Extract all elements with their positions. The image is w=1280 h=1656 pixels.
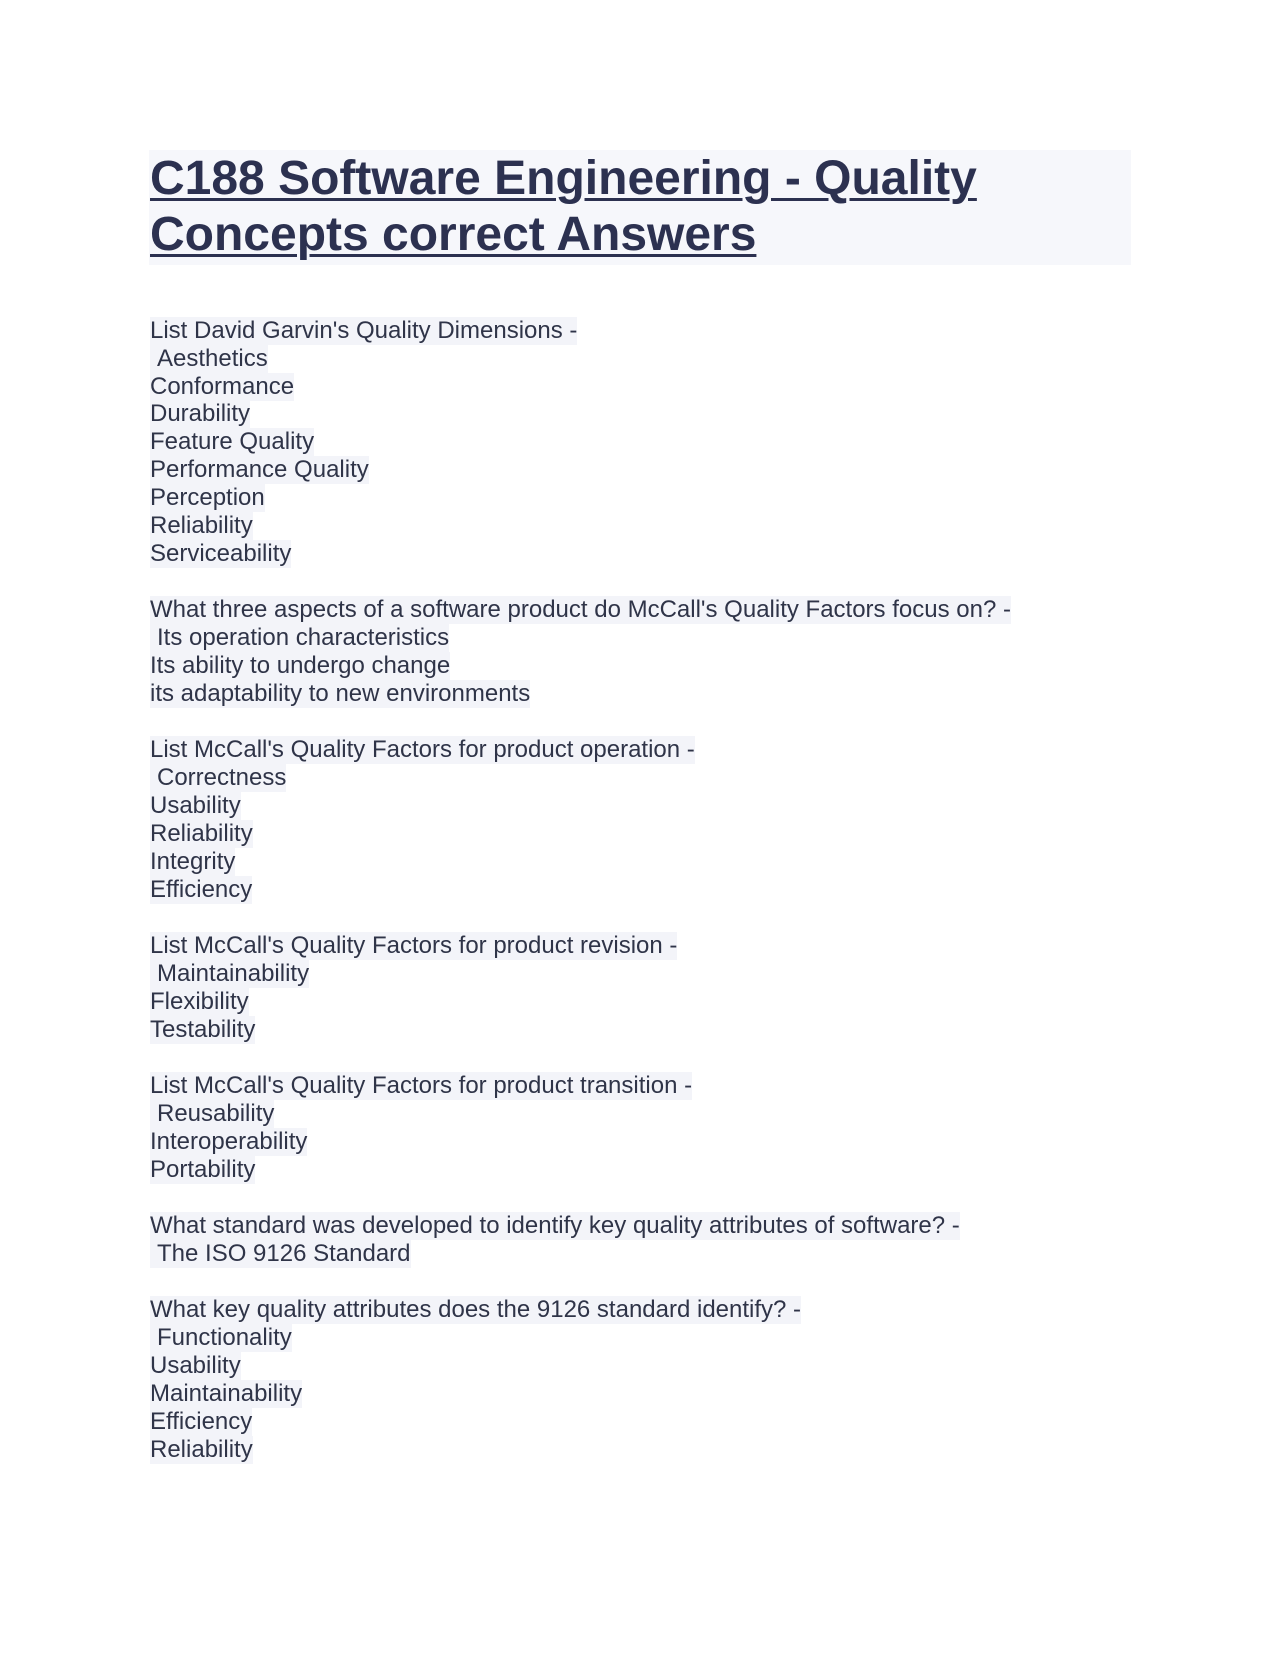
answer-item: Interoperability	[150, 1128, 308, 1155]
answer-item: Durability	[150, 400, 251, 427]
question-garvin-dimensions: List David Garvin's Quality Dimensions -	[150, 317, 578, 344]
answer-item: its adaptability to new environments	[150, 680, 531, 707]
question-mccall-aspects: What three aspects of a software product do McCall's Quality Factors focus on? -	[150, 596, 1011, 623]
answer-item: Functionality	[150, 1324, 292, 1352]
answer-item: The ISO 9126 Standard	[150, 1240, 411, 1268]
question-product-revision: List McCall's Quality Factors for product revision -	[150, 932, 678, 959]
answer-item: Integrity	[150, 848, 236, 875]
document-title-line-2: Concepts correct Answers	[150, 208, 757, 261]
answer-item: Feature Quality	[150, 428, 315, 455]
answer-item: Reusability	[150, 1100, 274, 1128]
answer-item: Flexibility	[150, 988, 249, 1015]
answer-item: Perception	[150, 484, 265, 511]
question-9126-attributes: What key quality attributes does the 9126 standard identify? -	[150, 1296, 802, 1323]
answer-item: Efficiency	[150, 1408, 253, 1435]
answer-item: Efficiency	[150, 876, 253, 903]
answer-item: Maintainability	[150, 1380, 303, 1407]
document-title-line-1: C188 Software Engineering - Quality	[150, 152, 977, 205]
answer-item: Reliability	[150, 1436, 253, 1463]
question-quality-standard: What standard was developed to identify key quality attributes of software? -	[150, 1212, 960, 1239]
answer-item: Maintainability	[150, 960, 309, 988]
question-product-transition: List McCall's Quality Factors for product transition -	[150, 1072, 693, 1099]
answer-item: Reliability	[150, 512, 253, 539]
answer-item: Portability	[150, 1156, 256, 1183]
answer-item: Aesthetics	[150, 345, 268, 373]
answer-item: Usability	[150, 792, 241, 819]
answer-item: Conformance	[150, 373, 295, 400]
question-product-operation: List McCall's Quality Factors for product operation -	[150, 736, 695, 763]
answer-item: Performance Quality	[150, 456, 369, 483]
answer-item: Its ability to undergo change	[150, 652, 451, 679]
answer-item: Serviceability	[150, 540, 292, 567]
answer-item: Correctness	[150, 764, 286, 792]
answer-item: Usability	[150, 1352, 241, 1379]
answer-item: Testability	[150, 1016, 256, 1043]
answer-item: Reliability	[150, 820, 253, 847]
answer-item: Its operation characteristics	[150, 624, 449, 652]
